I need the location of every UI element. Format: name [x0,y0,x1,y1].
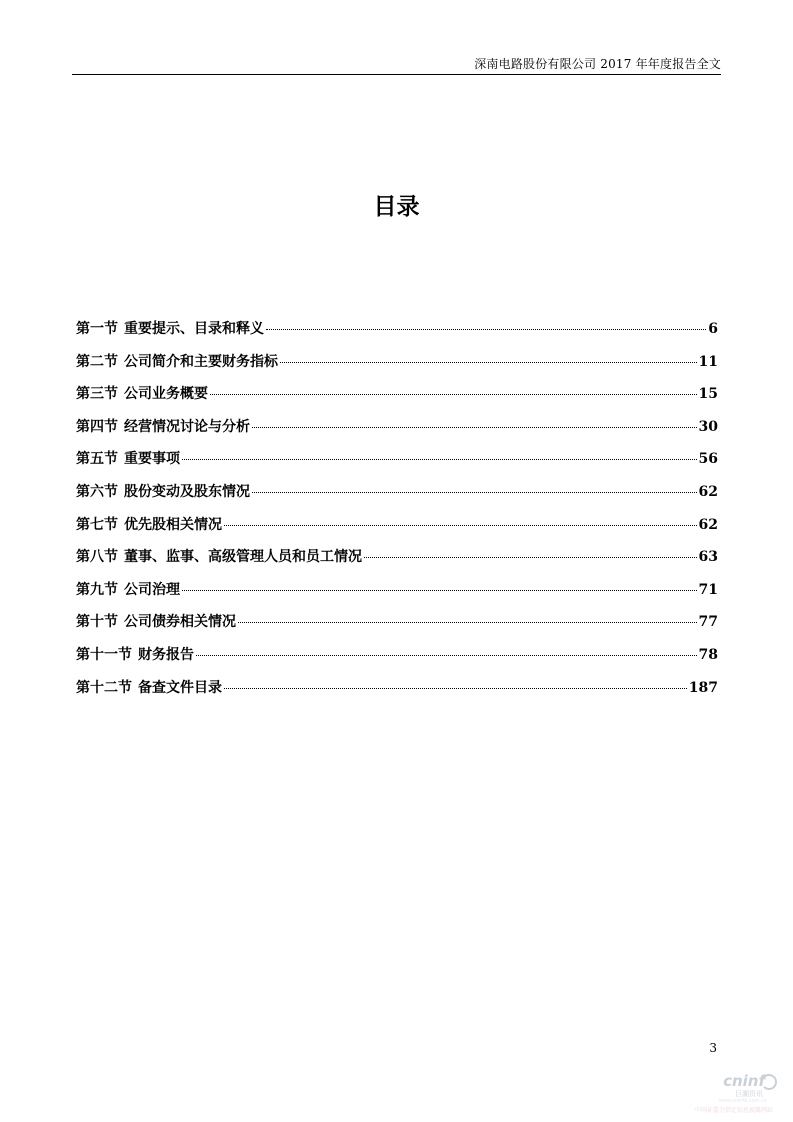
toc-section-title: 重要提示、目录和释义 [124,321,264,337]
toc-dot-leader [252,426,697,428]
page-title: 目录 [373,194,420,220]
toc-section-title: 备查文件目录 [138,679,222,696]
toc-page-number: 187 [688,679,718,696]
toc-section-number: 第二节 [76,353,118,370]
toc-entry[interactable] [76,448,718,481]
toc-entry[interactable] [76,351,718,384]
toc-section-number: 第十节 [76,614,118,631]
toc-entry[interactable] [76,416,718,449]
toc-dot-leader [280,361,697,363]
toc-page-number: 30 [698,418,718,435]
toc-section-title: 优先股相关情况 [124,516,222,533]
toc-section-title: 财务报告 [138,646,194,663]
cninfo-watermark [653,1072,773,1114]
toc-page-number: 71 [698,581,718,598]
toc-section-number: 第五节 [76,451,118,468]
toc-section-number: 第三节 [76,386,118,403]
toc-page-number: 62 [698,483,718,500]
toc-dot-leader [182,458,697,460]
toc-page-number: 78 [698,646,718,663]
toc-section-title: 董事、监事、高级管理人员和员工情况 [124,549,362,566]
toc-section-title: 公司债券相关情况 [124,614,236,631]
toc-dot-leader [182,589,697,591]
watermark-url: www.cninfo.com.cn [718,1098,767,1104]
toc-dot-leader [252,491,697,493]
toc-dot-leader [224,524,697,526]
page-number: 3 [709,1041,717,1055]
toc-entry[interactable] [76,611,718,644]
toc-page-number: 56 [698,451,718,468]
toc-dot-leader [266,328,706,330]
toc-section-number: 第九节 [76,581,118,598]
table-of-contents [76,318,718,709]
toc-section-title: 公司治理 [124,581,180,598]
toc-entry[interactable] [76,644,718,677]
toc-dot-leader [224,687,687,689]
toc-section-number: 第八节 [76,549,118,566]
toc-page-number: 63 [698,549,718,566]
toc-dot-leader [238,621,697,623]
toc-page-number: 6 [708,321,718,337]
toc-page-number: 62 [698,516,718,533]
toc-entry[interactable] [76,383,718,416]
toc-page-number: 15 [698,386,718,403]
toc-section-title: 公司业务概要 [124,386,208,403]
toc-section-number: 第四节 [76,418,118,435]
toc-section-title: 股份变动及股东情况 [124,483,250,500]
toc-entry[interactable] [76,677,718,710]
toc-section-number: 第十一节 [76,646,132,663]
toc-section-title: 重要事项 [124,451,180,468]
watermark-logo-text: cninf [723,1072,765,1090]
toc-entry[interactable] [76,318,718,351]
toc-entry[interactable] [76,579,718,612]
toc-section-number: 第一节 [76,321,118,337]
toc-page-number: 77 [698,614,718,631]
toc-entry[interactable] [76,481,718,514]
watermark-caption: 中国证监会指定信息披露网站 [694,1107,773,1114]
watermark-subtitle: 巨潮资讯 [735,1090,763,1098]
toc-entry[interactable] [76,514,718,547]
toc-section-title: 公司简介和主要财务指标 [124,353,278,370]
toc-section-title: 经营情况讨论与分析 [124,418,250,435]
toc-section-number: 第十二节 [76,679,132,696]
swirl-logo-icon [761,1074,777,1090]
running-header-title: 深南电路股份有限公司 2017 年年度报告全文 [474,57,721,71]
toc-dot-leader [364,556,697,558]
toc-dot-leader [210,393,697,395]
toc-dot-leader [196,654,697,656]
toc-entry[interactable] [76,546,718,579]
header-divider [72,74,721,75]
toc-page-number: 11 [698,353,718,370]
toc-section-number: 第六节 [76,483,118,500]
toc-section-number: 第七节 [76,516,118,533]
